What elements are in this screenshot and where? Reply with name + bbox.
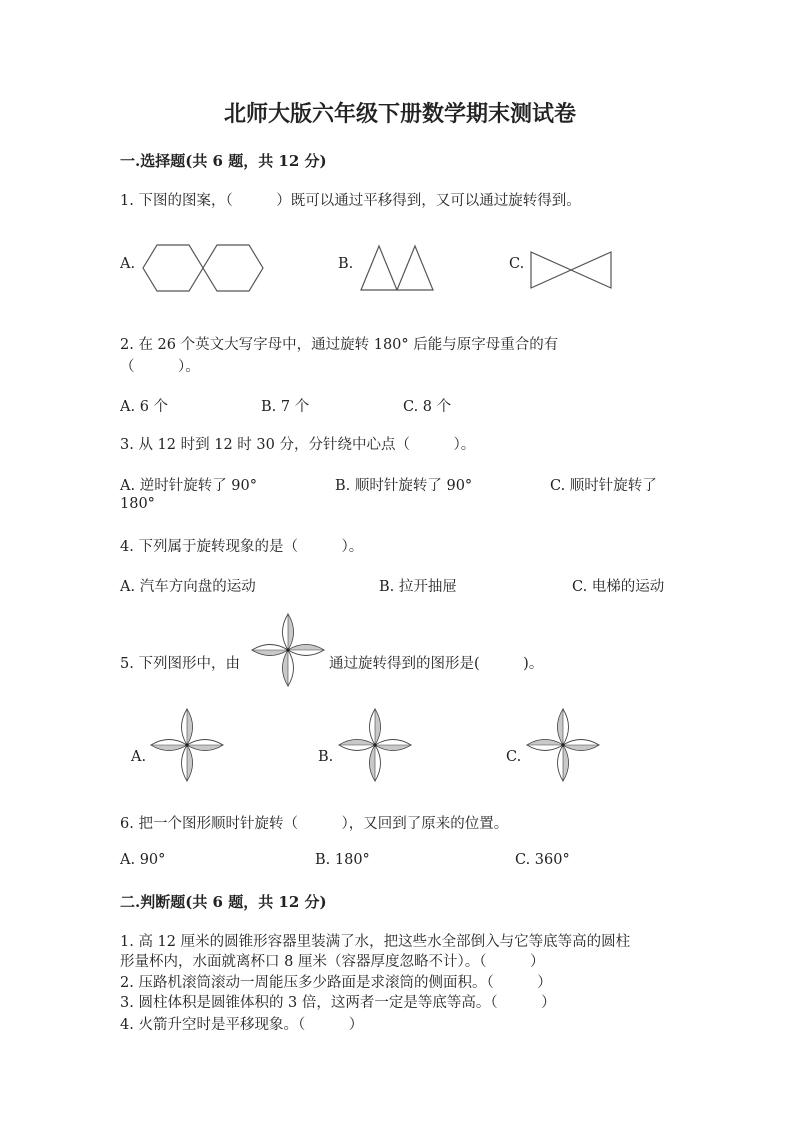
- question-4-option-a[interactable]: A. 汽车方向盘的运动: [120, 579, 256, 595]
- question-6-option-c[interactable]: C. 360°: [515, 852, 570, 868]
- page-title: 北师大版六年级下册数学期末测试卷: [223, 101, 576, 127]
- question-1-text: 1. 下图的图案，（ ）既可以通过平移得到，又可以通过旋转得到。: [120, 193, 581, 209]
- question-5-option-c[interactable]: C.: [506, 749, 522, 765]
- question-3-option-a[interactable]: A. 逆时针旋转了 90°: [120, 478, 257, 494]
- judgment-line: 2. 压路机滚筒滚动一周能压多少路面是求滚筒的侧面积。（ ）: [120, 975, 552, 991]
- question-1-option-b[interactable]: B.: [338, 256, 354, 272]
- hexagons-figure: [140, 243, 268, 293]
- question-3-option-b[interactable]: B. 顺时针旋转了 90°: [335, 478, 473, 494]
- question-2-option-b[interactable]: B. 7 个: [261, 399, 310, 415]
- question-4-option-c[interactable]: C. 电梯的运动: [572, 579, 665, 595]
- question-2-text: 2. 在 26 个英文大写字母中，通过旋转 180° 后能与原字母重合的有: [120, 337, 559, 353]
- question-5-option-a[interactable]: A.: [131, 749, 147, 765]
- section-heading-choice: 一.选择题(共 6 题，共 12 分): [120, 152, 327, 170]
- section-heading-judgment: 二.判断题(共 6 题，共 12 分): [120, 893, 327, 911]
- question-1-option-c[interactable]: C.: [509, 256, 525, 272]
- question-2-option-a[interactable]: A. 6 个: [120, 399, 169, 415]
- petal-flower-option-a-figure: [148, 706, 226, 784]
- bowtie-figure: [529, 250, 613, 292]
- question-6-text: 6. 把一个图形顺时针旋转（ ），又回到了原来的位置。: [120, 816, 509, 832]
- judgment-line: 3. 圆柱体积是圆锥体积的 3 倍，这两者一定是等底等高。（ ）: [120, 995, 556, 1011]
- question-5-option-b[interactable]: B.: [318, 749, 334, 765]
- question-5-text-after: 通过旋转得到的图形是( )。: [329, 656, 544, 672]
- petal-flower-option-b-figure: [336, 706, 414, 784]
- petal-flower-source-figure: [249, 611, 327, 689]
- judgment-line: 形量杯内，水面就离杯口 8 厘米（容器厚度忽略不计）。（ ）: [120, 954, 545, 970]
- question-4-option-b[interactable]: B. 拉开抽屉: [379, 579, 457, 595]
- question-3-option-c[interactable]: C. 顺时针旋转了: [550, 478, 657, 494]
- triangles-figure: [360, 243, 440, 293]
- judgment-line: 4. 火箭升空时是平移现象。（ ）: [120, 1017, 364, 1033]
- question-2-text-cont: （ ）。: [120, 359, 200, 375]
- question-6-option-b[interactable]: B. 180°: [315, 852, 370, 868]
- question-3-text: 3. 从 12 时到 12 时 30 分，分针绕中心点（ ）。: [120, 437, 476, 453]
- question-6-option-a[interactable]: A. 90°: [120, 852, 166, 868]
- question-5-text-before: 5. 下列图形中，由: [120, 656, 240, 672]
- question-1-option-a[interactable]: A.: [120, 256, 136, 272]
- question-4-text: 4. 下列属于旋转现象的是（ ）。: [120, 539, 364, 555]
- question-3-option-c-cont: 180°: [120, 496, 155, 512]
- question-2-option-c[interactable]: C. 8 个: [403, 399, 452, 415]
- petal-flower-option-c-figure: [524, 706, 602, 784]
- judgment-line: 1. 高 12 厘米的圆锥形容器里装满了水，把这些水全部倒入与它等底等高的圆柱: [120, 934, 631, 950]
